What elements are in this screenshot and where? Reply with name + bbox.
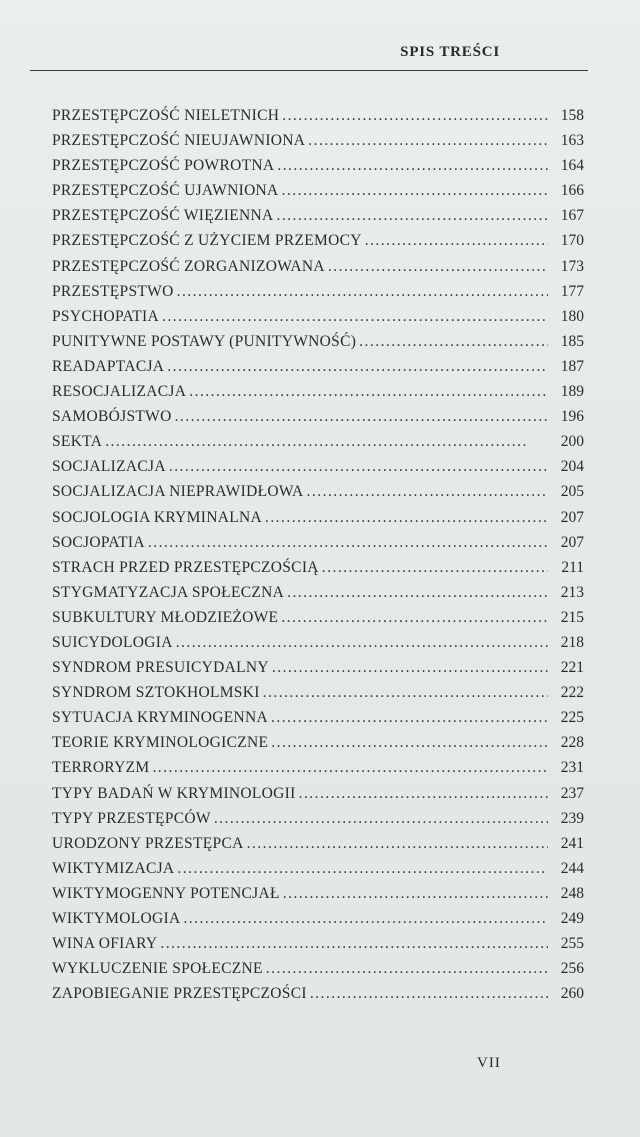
toc-entry-title: WINA OFIARY — [52, 935, 158, 953]
toc-entry-page-number: 166 — [560, 182, 584, 200]
toc-entry-page-number: 173 — [560, 257, 584, 275]
toc-entry-page-number: 205 — [560, 483, 584, 501]
dot-leader — [157, 931, 548, 956]
toc-entry — [52, 956, 584, 981]
toc-entry-page-number: 237 — [560, 784, 584, 802]
toc-entry — [52, 404, 584, 429]
toc-entry — [52, 254, 584, 279]
toc-entry-page-number: 211 — [561, 558, 584, 576]
toc-entry — [52, 931, 584, 956]
dot-leader — [173, 630, 548, 655]
toc-entry — [52, 906, 584, 931]
toc-entry-title: SUBKULTURY MŁODZIEŻOWE — [52, 608, 279, 626]
dot-leader — [174, 856, 548, 881]
dot-leader — [296, 781, 548, 806]
toc-entry-title: PRZESTĘPCZOŚĆ NIEUJAWNIONA — [52, 132, 306, 150]
toc-entry-title: RESOCJALIZACJA — [52, 383, 187, 401]
table-of-contents — [52, 103, 584, 1006]
toc-entry — [52, 630, 584, 655]
toc-entry-title: PSYCHOPATIA — [52, 307, 159, 325]
toc-entry — [52, 354, 584, 379]
dot-leader — [269, 655, 548, 680]
toc-entry-title: SYTUACJA KRYMINOGENNA — [52, 709, 268, 727]
dot-leader — [279, 103, 548, 128]
dot-leader — [102, 429, 548, 454]
toc-entry — [52, 429, 584, 454]
toc-entry-page-number: 196 — [560, 408, 584, 426]
toc-entry-title: WIKTYMIZACJA — [52, 859, 175, 877]
toc-entry-page-number: 163 — [560, 132, 584, 150]
dot-leader — [274, 153, 548, 178]
dot-leader — [174, 279, 548, 304]
toc-entry-page-number: 231 — [560, 759, 584, 777]
toc-entry-page-number: 222 — [560, 684, 584, 702]
toc-entry — [52, 806, 584, 831]
toc-entry — [52, 304, 584, 329]
toc-entry-title: ZAPOBIEGANIE PRZESTĘPCZOŚCI — [52, 985, 307, 1003]
toc-entry-page-number: 215 — [560, 608, 584, 626]
toc-entry-page-number: 167 — [560, 207, 584, 225]
dot-leader — [273, 203, 548, 228]
toc-entry-title: PRZESTĘPSTWO — [52, 282, 174, 300]
toc-entry — [52, 605, 584, 630]
header-rule — [30, 70, 588, 71]
dot-leader — [186, 379, 548, 404]
toc-entry-page-number: 255 — [560, 935, 584, 953]
toc-entry-page-number: 177 — [560, 282, 584, 300]
toc-entry-page-number: 187 — [560, 357, 584, 375]
toc-entry-page-number: 225 — [560, 709, 584, 727]
toc-entry-page-number: 244 — [560, 859, 584, 877]
toc-entry-title: PRZESTĘPCZOŚĆ UJAWNIONA — [52, 182, 279, 200]
toc-entry-title: URODZONY PRZESTĘPCA — [52, 834, 244, 852]
toc-entry — [52, 655, 584, 680]
toc-entry — [52, 128, 584, 153]
toc-entry-title: SOCJOPATIA — [52, 533, 145, 551]
dot-leader — [356, 329, 548, 354]
toc-entry — [52, 981, 584, 1006]
dot-leader — [262, 505, 548, 530]
toc-entry — [52, 881, 584, 906]
toc-entry-title: SOCJALIZACJA — [52, 458, 166, 476]
toc-entry — [52, 279, 584, 304]
dot-leader — [164, 354, 548, 379]
dot-leader — [263, 956, 548, 981]
dot-leader — [244, 831, 548, 856]
dot-leader — [304, 479, 548, 504]
toc-entry-title: WIKTYMOLOGIA — [52, 910, 181, 927]
toc-entry-title: WIKTYMOGENNY POTENCJAŁ — [52, 884, 280, 902]
toc-entry — [52, 228, 584, 253]
toc-entry — [52, 705, 584, 730]
dot-leader — [307, 981, 548, 1006]
toc-entry-page-number: 218 — [560, 633, 584, 651]
dot-leader — [280, 881, 548, 906]
toc-entry-title: PRZESTĘPCZOŚĆ WIĘZIENNA — [52, 207, 274, 225]
toc-entry — [52, 505, 584, 530]
toc-entry-page-number: 241 — [560, 834, 584, 852]
toc-entry-title: SYNDROM PRESUICYDALNY — [52, 659, 269, 677]
toc-entry — [52, 680, 584, 705]
toc-entry-title: WYKLUCZENIE SPOŁECZNE — [52, 960, 263, 978]
dot-leader — [305, 128, 548, 153]
toc-entry-title: TEORIE KRYMINOLOGICZNE — [52, 734, 269, 752]
toc-entry-page-number: 180 — [560, 307, 584, 325]
toc-entry-title: SAMOBÓJSTWO — [52, 408, 172, 426]
toc-entry — [52, 153, 584, 178]
dot-leader — [319, 555, 548, 580]
dot-leader — [149, 755, 548, 780]
dot-leader — [362, 228, 548, 253]
toc-entry — [52, 103, 584, 128]
toc-entry-title: SYNDROM SZTOKHOLMSKI — [52, 684, 260, 702]
toc-entry-page-number: 189 — [560, 383, 584, 401]
toc-entry-title: PRZESTĘPCZOŚĆ ZORGANIZOWANA — [52, 257, 325, 275]
toc-entry-page-number: 185 — [560, 332, 584, 350]
dot-leader — [278, 605, 548, 630]
toc-entry-title: TYPY BADAŃ W KRYMINOLOGII — [52, 784, 296, 802]
toc-entry — [52, 831, 584, 856]
toc-entry-title: READAPTACJA — [52, 357, 165, 375]
toc-entry — [52, 781, 584, 806]
dot-leader — [260, 680, 548, 705]
toc-entry-page-number: 256 — [560, 960, 584, 978]
page-folio: VII — [477, 1055, 501, 1071]
toc-entry — [52, 730, 584, 755]
toc-entry-page-number: 200 — [560, 433, 584, 451]
toc-entry — [52, 454, 584, 479]
toc-entry-page-number: 228 — [560, 734, 584, 752]
toc-entry — [52, 329, 584, 354]
toc-entry — [52, 479, 584, 504]
toc-entry-title: PUNITYWNE POSTAWY (PUNITYWNOŚĆ) — [52, 332, 357, 350]
dot-leader — [145, 530, 548, 555]
toc-entry — [52, 530, 584, 555]
toc-entry-title: SOCJALIZACJA NIEPRAWIDŁOWA — [52, 483, 304, 501]
toc-entry-title: SOCJOLOGIA KRYMINALNA — [52, 508, 262, 526]
toc-entry-title: PRZESTĘPCZOŚĆ NIELETNICH — [52, 107, 280, 124]
toc-entry — [52, 856, 584, 881]
toc-entry-page-number: 204 — [560, 458, 584, 476]
toc-entry-title: TERRORYZM — [52, 759, 150, 777]
dot-leader — [211, 806, 548, 831]
toc-entry-title: STYGMATYZACJA SPOŁECZNA — [52, 583, 285, 601]
dot-leader — [180, 906, 548, 931]
toc-entry-page-number: 221 — [560, 659, 584, 677]
toc-entry — [52, 178, 584, 203]
toc-entry-page-number: 248 — [560, 884, 584, 902]
toc-entry — [52, 755, 584, 780]
toc-entry-title: PRZESTĘPCZOŚĆ POWROTNA — [52, 157, 275, 175]
dot-leader — [166, 454, 548, 479]
toc-entry — [52, 379, 584, 404]
toc-entry — [52, 555, 584, 580]
toc-entry-page-number: 260 — [560, 985, 584, 1003]
toc-entry-title: SUICYDOLOGIA — [52, 633, 173, 651]
toc-entry — [52, 203, 584, 228]
toc-entry-page-number: 158 — [560, 107, 584, 124]
dot-leader — [279, 178, 548, 203]
toc-entry-page-number: 249 — [560, 910, 584, 927]
dot-leader — [159, 304, 548, 329]
toc-entry-page-number: 207 — [560, 508, 584, 526]
toc-entry-page-number: 170 — [560, 232, 584, 250]
running-head: SPIS TREŚCI — [400, 44, 500, 60]
toc-entry-page-number: 213 — [560, 583, 584, 601]
toc-entry-title: TYPY PRZESTĘPCÓW — [52, 809, 211, 827]
toc-entry-page-number: 207 — [560, 533, 584, 551]
dot-leader — [325, 254, 548, 279]
toc-entry-title: PRZESTĘPCZOŚĆ Z UŻYCIEM PRZEMOCY — [52, 232, 362, 250]
dot-leader — [268, 730, 548, 755]
toc-entry-page-number: 239 — [560, 809, 584, 827]
dot-leader — [268, 705, 548, 730]
dot-leader — [284, 580, 548, 605]
toc-entry-title: SEKTA — [52, 433, 103, 451]
dot-leader — [172, 404, 548, 429]
toc-entry-title: STRACH PRZED PRZESTĘPCZOŚCIĄ — [52, 558, 319, 576]
toc-entry-page-number: 164 — [560, 157, 584, 175]
toc-entry — [52, 580, 584, 605]
